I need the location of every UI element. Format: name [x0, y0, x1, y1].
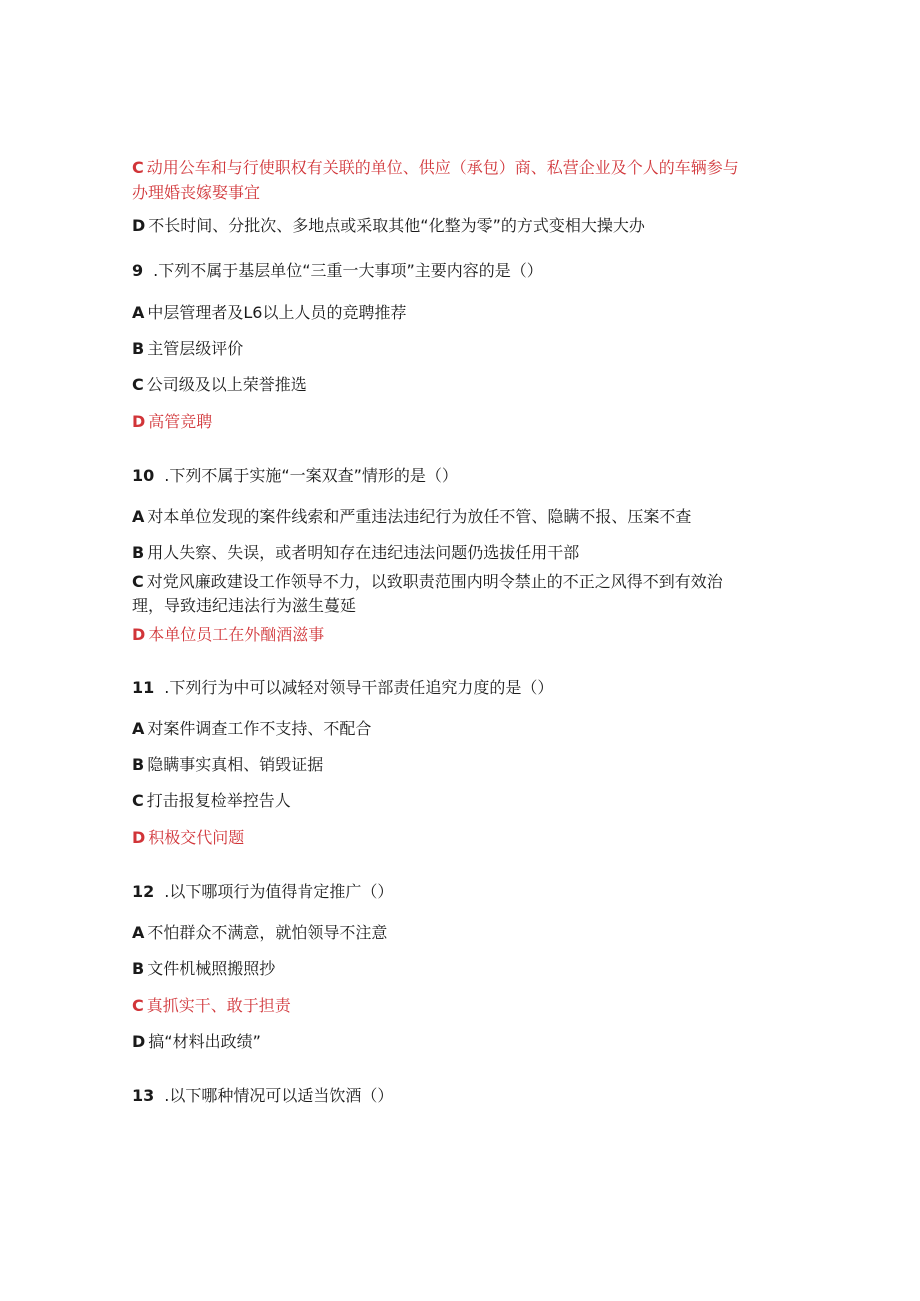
- option-c-line-2: 办理婚丧嫁娶事宜: [132, 183, 261, 202]
- option-c-line-1: C 动用公车和与行使职权有关联的单位、供应（承包）商、私营企业及个人的车辆参与: [132, 158, 739, 177]
- option-d-correct: D 积极交代问题: [132, 828, 245, 847]
- option-b: B 隐瞒事实真相、销毁证据: [132, 755, 324, 774]
- question-11: 11 .下列行为中可以减轻对领导干部责任追究力度的是（）: [132, 678, 554, 697]
- option-c-line-1: C 对党风廉政建设工作领导不力，以致职责范围内明令禁止的不正之风得不到有效治: [132, 572, 723, 591]
- question-12: 12 .以下哪项行为值得肯定推广（）: [132, 882, 394, 901]
- option-c: C 公司级及以上荣誉推选: [132, 375, 307, 394]
- option-d: D 不长时间、分批次、多地点或采取其他“化整为零”的方式变相大操大办: [132, 216, 645, 235]
- option-b: B 用人失察、失误，或者明知存在违纪违法问题仍选拔任用干部: [132, 543, 580, 562]
- option-a: A 不怕群众不满意，就怕领导不注意: [132, 923, 388, 942]
- option-d-correct: D 高管竞聘: [132, 412, 213, 431]
- option-d-correct: D 本单位员工在外酗酒滋事: [132, 625, 325, 644]
- option-c-line-2: 理，导致违纪违法行为滋生蔓延: [132, 596, 357, 615]
- option-c-correct: C 真抓实干、敢于担责: [132, 996, 291, 1015]
- question-9: 9 .下列不属于基层单位“三重一大事项”主要内容的是（）: [132, 261, 543, 280]
- question-10: 10 .下列不属于实施“一案双查”情形的是（）: [132, 466, 458, 485]
- option-c: C 打击报复检举控告人: [132, 791, 291, 810]
- question-13: 13 .以下哪种情况可以适当饮酒（）: [132, 1086, 394, 1105]
- option-a: A 对本单位发现的案件线索和严重违法违纪行为放任不管、隐瞒不报、压案不查: [132, 507, 692, 526]
- option-b: B 文件机械照搬照抄: [132, 959, 276, 978]
- option-a: A 中层管理者及L6以上人员的竞聘推荐: [132, 303, 407, 322]
- option-b: B 主管层级评价: [132, 339, 244, 358]
- option-d: D 搞“材料出政绩”: [132, 1032, 261, 1051]
- option-a: A 对案件调查工作不支持、不配合: [132, 719, 372, 738]
